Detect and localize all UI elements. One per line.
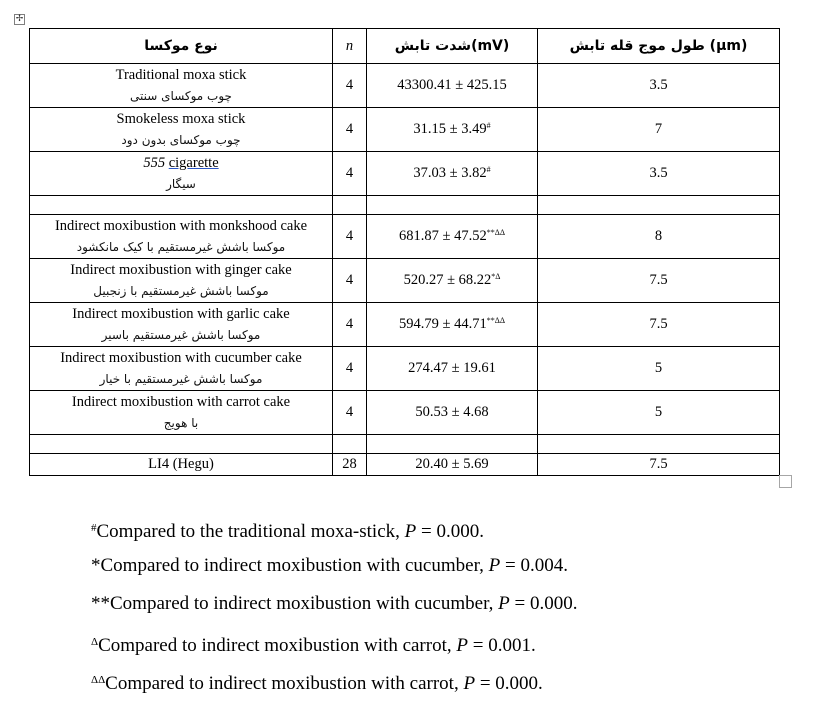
cell-peak: 8 <box>538 215 780 259</box>
table-row <box>30 391 780 435</box>
table-footnotes <box>91 509 577 699</box>
table-row <box>30 108 780 152</box>
header-intensity: شدت تابش(mV) <box>367 29 538 64</box>
cell-peak: 5 <box>538 391 780 435</box>
cell-peak: 7.5 <box>538 454 780 476</box>
cell-type: Indirect moxibustion with carrot cake با هویج <box>30 391 333 435</box>
cell-intensity: 274.47 ± 19.61 <box>367 347 538 391</box>
cell-n: 4 <box>333 108 367 152</box>
cell-type: Indirect moxibustion with monkshood cake موکسا باشش غیرمستقیم با کیک مانکشود <box>30 215 333 259</box>
cell-peak: 7.5 <box>538 303 780 347</box>
table-resize-handle[interactable] <box>779 475 792 488</box>
cell-type: Indirect moxibustion with ginger cake موکسا باشش غیرمستقیم با زنجبیل <box>30 259 333 303</box>
cell-peak: 7 <box>538 108 780 152</box>
cell-n: 28 <box>333 454 367 476</box>
cell-intensity: 31.15 ± 3.49# <box>367 108 538 152</box>
cell-peak: 5 <box>538 347 780 391</box>
cell-type: LI4 (Hegu) <box>30 454 333 476</box>
cell-intensity: 20.40 ± 5.69 <box>367 454 538 476</box>
footnote: $^\Delta$Compared to indirect moxibustion with carrot, P = 0.001. <box>91 635 536 656</box>
cell-intensity: 37.03 ± 3.82# <box>367 152 538 196</box>
moxa-radiation-table <box>29 28 780 476</box>
table-row <box>30 259 780 303</box>
header-wavelength: طول موج قله تابش (μm) <box>538 29 780 64</box>
table-row <box>30 152 780 196</box>
cell-intensity: 43300.41 ± 425.15 <box>367 64 538 108</box>
cell-type: Indirect moxibustion with garlic cake موکسا باشش غیرمستقیم باسیر <box>30 303 333 347</box>
footnote: $^{\Delta\Delta}$Compared to indirect moxibustion with carrot, P = 0.000. <box>91 673 543 694</box>
cell-peak: 3.5 <box>538 64 780 108</box>
table-row <box>30 215 780 259</box>
cell-n: 4 <box>333 64 367 108</box>
cell-peak: 7.5 <box>538 259 780 303</box>
cell-intensity: $520.27 \pm 68.22^{*\Delta}$ <box>367 259 538 303</box>
cell-n: 4 <box>333 215 367 259</box>
table-move-handle[interactable]: ✢ <box>15 14 24 24</box>
table-row <box>30 303 780 347</box>
spacer-row <box>30 435 780 454</box>
cell-type: Traditional moxa stick چوب موکسای سنتی <box>30 64 333 108</box>
header-type: نوع موکسا <box>30 29 333 64</box>
table-header-row <box>30 29 780 64</box>
cell-n: 4 <box>333 259 367 303</box>
cell-n: 4 <box>333 152 367 196</box>
cell-n: 4 <box>333 391 367 435</box>
table-row <box>30 454 780 476</box>
cell-intensity: $594.79 \pm 44.71^{**\Delta\Delta}$ <box>367 303 538 347</box>
cell-type: 555 cigarette سیگار <box>30 152 333 196</box>
cell-type: Smokeless moxa stick چوب موکسای بدون دود <box>30 108 333 152</box>
cell-n: 4 <box>333 347 367 391</box>
cell-peak: 3.5 <box>538 152 780 196</box>
cell-type: Indirect moxibustion with cucumber cake موکسا باشش غیرمستقیم با خیار <box>30 347 333 391</box>
cell-n: 4 <box>333 303 367 347</box>
cell-intensity: $681.87 \pm 47.52^{**\Delta\Delta}$ <box>367 215 538 259</box>
header-n: n <box>333 29 367 64</box>
footnote: #Compared to the traditional moxa-stick, P = 0.000. <box>91 521 484 542</box>
table-row <box>30 64 780 108</box>
footnote: *Compared to indirect moxibustion with cucumber, P = 0.004. <box>91 555 568 576</box>
footnote: **Compared to indirect moxibustion with cucumber, P = 0.000. <box>91 593 578 614</box>
cell-intensity: 50.53 ± 4.68 <box>367 391 538 435</box>
table-row <box>30 347 780 391</box>
spacer-row <box>30 196 780 215</box>
